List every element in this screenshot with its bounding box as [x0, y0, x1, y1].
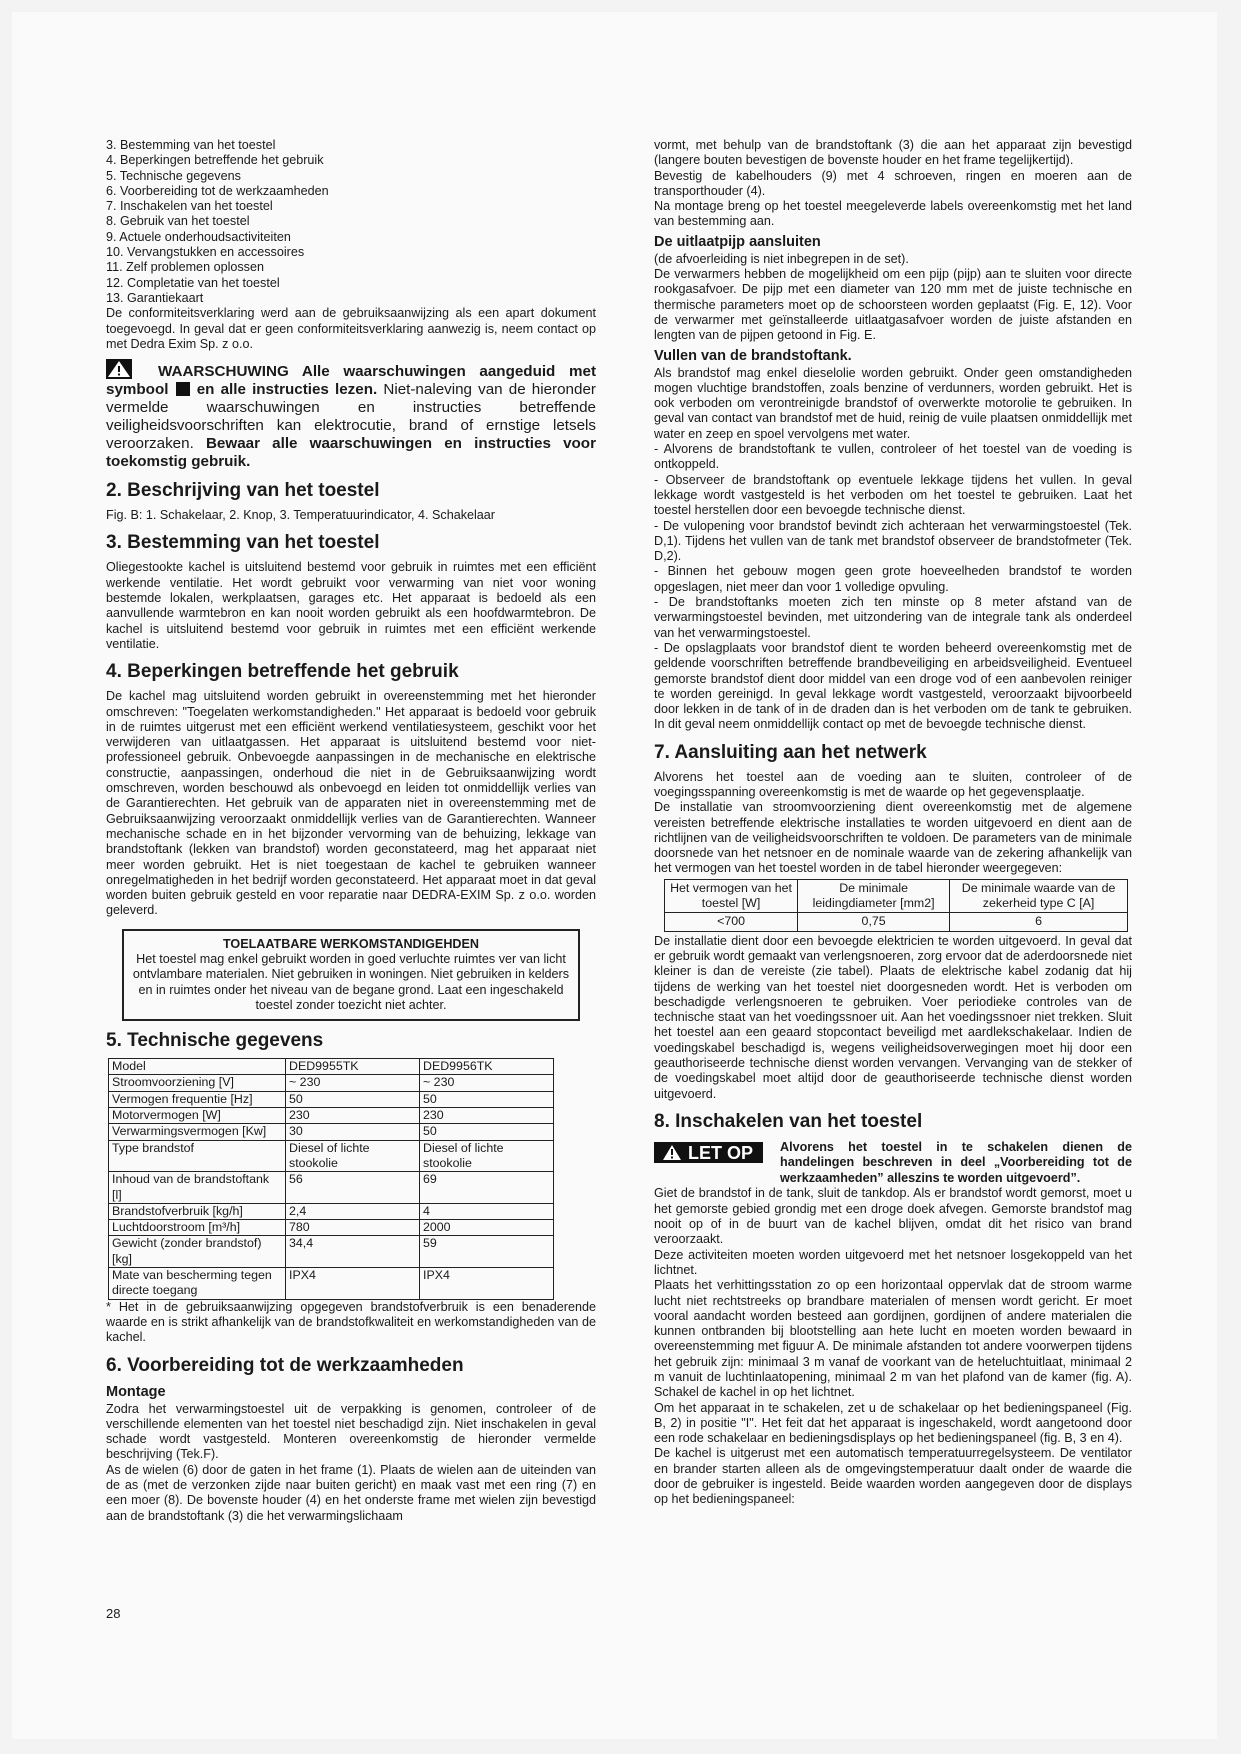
- working-conditions-title: TOELAATBARE WERKOMSTANDIGEHDEN: [222, 936, 480, 951]
- warning-triangle-icon: [662, 1144, 682, 1161]
- section-3-title: 3. Bestemming van het toestel: [106, 532, 380, 554]
- network-table-cell: 6: [950, 913, 1128, 931]
- specs-value-cell: 780: [286, 1220, 420, 1236]
- toc-item: 8. Gebruik van het toestel: [106, 214, 250, 229]
- specs-value-cell: 59: [420, 1236, 554, 1268]
- conformity-note: De conformiteitsverklaring werd aan de gebruiksaanwijzing als een apart dokument toegevoegd. In geval dat er geen conformiteitsverklaring aanwezig is, neem contact op met Dedra Exim Sp. z o.o.: [106, 306, 596, 351]
- network-table-header: Het vermogen van het toestel [W]: [665, 879, 798, 913]
- specs-table: [108, 1058, 554, 1299]
- section-7-text: De installatie dient door een bevoegde elektricien te worden uitgevoerd. In geval dat er gebruik wordt gemaakt van verlengsnoeren, zorg ervoor dat de aderdoorsnede niet kleiner is dan de vereiste (zie tabel). Plaats de elektrische kabel zodanig dat hij tijdens de werking van het toestel niet doorgesneden wordt. Het is verboden om beschadigde verlengsnoeren te gebruiken. Voer periodieke controles van de technische staat van het voedingssnoer uit. Aan het voedingssnoer niet trekken. Sluit het toestel aan een geaard stopcontact beveiligd met aardlekschakelaar. Indien de voedingskabel beschadigd is, wegens veiligheidsoverwegingen moet hij door een geauthoriseerde technische dienst worden vervangen. Vervanging van de stekker of de voedingskabel moet altijd door de geauthoriseerde technische dienst worden uitgevoerd.: [654, 933, 1132, 1101]
- specs-table-row: [109, 1091, 554, 1107]
- specs-value-cell: 2000: [420, 1220, 554, 1236]
- section-8-text: Deze activiteiten moeten worden uitgevoerd met het netsnoer losgekoppeld van het lichtnet.: [654, 1247, 1132, 1277]
- specs-footnote: * Het in de gebruiksaanwijzing opgegeven brandstofverbruik is een benaderende waarde en is strikt afhankelijk van de brandstofkwaliteit en werkomstandigheden van de kachel.: [106, 1299, 596, 1345]
- warning-small-icon: [176, 382, 190, 396]
- network-table-cell: 0,75: [798, 913, 950, 931]
- left-column: [106, 138, 596, 1524]
- specs-label-cell: Luchtdoorstroom [m³/h]: [109, 1220, 286, 1236]
- specs-table-row: [109, 1268, 554, 1300]
- section-8-text: Giet de brandstof in de tank, sluit de tankdop. Als er brandstof wordt gemorst, moet u het gemorste gebied grondig met een droge doek afvegen. Gemorste brandstof mag nooit op of in de buurt van de kachel blijven, omdat dit het risico van brand veroorzaakt.: [654, 1186, 1132, 1247]
- section-6-title: 6. Voorbereiding tot de werkzaamheden: [106, 1354, 464, 1376]
- toc-item: 10. Vervangstukken en accessoires: [106, 245, 305, 260]
- specs-table-row: [109, 1140, 554, 1172]
- section-5-title: 5. Technische gegevens: [106, 1030, 324, 1052]
- warning-triangle-icon: [106, 359, 132, 379]
- specs-value-cell: 230: [420, 1108, 554, 1124]
- specs-value-cell: 50: [420, 1124, 554, 1140]
- fuel-fill-item: - De opslagplaats voor brandstof dient te worden beheerd overeenkomstig met de geldende voorschriften betreffende brandbeveiliging en arbeidsveiligheid. Eventueel gemorste brandstof dient door middel van een droge vod of een aanbevolen reiniger te worden gereinigd. In geval lekkage wordt vastgesteld, veroorzaakt bijvoorbeeld door lekken in de tank of in de draden dan is het verboden om de tank te gebruiken. In dit geval neem onmiddellijk contact op met de bevoegde technische dienst.: [654, 640, 1132, 732]
- exhaust-title: De uitlaatpijp aansluiten: [654, 233, 821, 250]
- network-table-header: De minimale waarde van de zekerheid type C [A]: [950, 879, 1128, 913]
- toc-item: 6. Voorbereiding tot de werkzaamheden: [106, 183, 329, 198]
- specs-label-cell: Vermogen frequentie [Hz]: [109, 1091, 286, 1107]
- section-8-title: 8. Inschakelen van het toestel: [654, 1110, 923, 1132]
- section-2-text: Fig. B: 1. Schakelaar, 2. Knop, 3. Temperatuurindicator, 4. Schakelaar: [106, 508, 495, 523]
- specs-value-cell: 30: [286, 1124, 420, 1140]
- working-conditions-box: [122, 929, 580, 1021]
- section-7-text: De installatie van stroomvoorziening dient overeenkomstig met de algemene vereisten betreffende elektrische installaties te worden uitgevoerd en dient aan de richtlijnen van de veiligheidsvoorschriften te voldoen. De parameters van de minimale doorsnede van het netsnoer en de nominale waarde van de zekering afhankelijk van het vermogen van het toestel worden in de tabel hieronder weergegeven:: [654, 800, 1132, 876]
- network-table-header: De minimale leidingdiameter [mm2]: [798, 879, 950, 913]
- warning-keep: Bewaar alle waarschuwingen en instructies voor toekomstig gebruik.: [106, 435, 596, 471]
- table-of-contents: [106, 138, 596, 306]
- specs-value-cell: DED9955TK: [286, 1059, 420, 1075]
- fuel-fill-text: Als brandstof mag enkel dieselolie worden gebruikt. Onder geen omstandigheden mogen vluchtige brandstoffen, zoals benzine of verdunners, worden gebruikt. Het is ook verboden om verontreinigde brandstof of overwerkte motorolie te gebruiken. In geval van contact van brandstof met de huid, reinig de vuile plaatsen onmiddellijk met water en zeep en spoel vervolgens met water.: [654, 365, 1132, 441]
- specs-label-cell: Type brandstof: [109, 1140, 286, 1172]
- warning-heading-2: en alle instructies lezen.: [196, 381, 378, 399]
- montage-title: Montage: [106, 1383, 166, 1400]
- specs-value-cell: 34,4: [286, 1236, 420, 1268]
- specs-value-cell: Diesel of lichte stookolie: [286, 1140, 420, 1172]
- toc-item: 5. Technische gegevens: [106, 168, 241, 183]
- specs-label-cell: Stroomvoorziening [V]: [109, 1075, 286, 1091]
- network-table: [664, 879, 1128, 932]
- toc-item: 3. Bestemming van het toestel: [106, 138, 276, 152]
- toc-item: 7. Inschakelen van het toestel: [106, 199, 273, 214]
- specs-label-cell: Mate van bescherming tegen directe toegang: [109, 1268, 286, 1300]
- specs-value-cell: 4: [420, 1203, 554, 1219]
- toc-item: 12. Completatie van het toestel: [106, 275, 280, 290]
- section-3-text: Oliegestookte kachel is uitsluitend bestemd voor gebruik in ruimtes met een efficiënt werkende ventilatie. Het wordt gebruikt voor verwarming van niet voor woning bestemde lokalen, werkplaatsen, garages etc. Het apparaat is bedoeld als een aanvullende warmtebron en kan nooit worden gebruikt als een hoofdwarmtebron. De kachel is uitsluitend bestemd voor gebruik in ruimtes met een efficiënt werkende ventilatie.: [106, 560, 596, 651]
- specs-table-row: [109, 1124, 554, 1140]
- caution-badge: [654, 1142, 763, 1163]
- section-8-text: Plaats het verhittingsstation zo op een horizontaal oppervlak dat de stroom warme lucht niet rechtstreeks op brandbare materialen of mensen wordt gericht. Er moet vooral aandacht worden besteed aan gordijnen, gordijnen of andere materialen die kunnen ontbranden bij blootstelling aan hete lucht en moeten worden bewaard in overeenstemming met figuur A. De minimale afstanden tot andere voorwerpen tijdens het gebruik zijn: minimaal 3 m vanaf de voorkant van de heteluchtuitlaat, minimaal 2 m vanuit de luchtinlaatopening, minimaal 2 m van het plafond van de kamer (fig. A). Schakel de kachel in op het lichtnet.: [654, 1278, 1132, 1400]
- fuel-fill-item: - De vulopening voor brandstof bevindt zich achteraan het verwarmingstoestel (Tek. D,1). Tijdens het vullen van de tank met brandstof observeer de brandstofmeter (Tek. D,2).: [654, 518, 1132, 564]
- specs-table-row: [109, 1236, 554, 1268]
- specs-label-cell: Verwarmingsvermogen [Kw]: [109, 1124, 286, 1140]
- specs-value-cell: 56: [286, 1172, 420, 1204]
- caution-label: LET OP: [688, 1142, 754, 1163]
- section-8-text: De kachel is uitgerust met een automatisch temperatuurregelsysteem. De ventilator en brander starten alleen als de omgevingstemperatuur daalt onder de waarde die door de gebruiker is ingesteld. Beide waarden worden aangegeven door de displays op het bedieningspaneel:: [654, 1446, 1132, 1507]
- toc-item: 13. Garantiekaart: [106, 290, 204, 305]
- specs-value-cell: 2,4: [286, 1203, 420, 1219]
- specs-label-cell: Brandstofverbruik [kg/h]: [109, 1203, 286, 1219]
- section-4-title: 4. Beperkingen betreffende het gebruik: [106, 661, 459, 683]
- section-8-text: Om het apparaat in te schakelen, zet u de schakelaar op het bedieningspaneel (Fig. B, 2) in positie "I". Het feit dat het apparaat is ingeschakeld, wordt aangetoond door een rode schakelaar en bedieningsdisplays op het bedieningspaneel (fig. B, 3 en 4).: [654, 1400, 1132, 1446]
- fuel-fill-item: - Binnen het gebouw mogen geen grote hoeveelheden brandstof te worden opgeslagen, niet meer dan voor 1 volledige opvuling.: [654, 564, 1132, 594]
- exhaust-note: (de afvoerleiding is niet inbegrepen in de set).: [654, 251, 909, 266]
- specs-value-cell: DED9956TK: [420, 1059, 554, 1075]
- specs-table-row: [109, 1108, 554, 1124]
- specs-label-cell: Model: [109, 1059, 286, 1075]
- montage-paragraph: Zodra het verwarmingstoestel uit de verpakking is genomen, controleer of de verschillende elementen van het toestel niet beschadigd zijn. Niet inschakelen in geval schade wordt vastgesteld. Monteren overeenkomstig de hieronder vermelde beschrijving (Tek.F).: [106, 1401, 596, 1462]
- toc-item: 11. Zelf problemen oplossen: [106, 260, 264, 275]
- caution-text: Alvorens het toestel in te schakelen dienen de handelingen beschreven in deel „Voorbereiding tot de werkzaamheden” alleszins te worden uitgevoerd”.: [780, 1139, 1132, 1185]
- warning-heading: WAARSCHUWING Alle waarschuwingen aangeduid met symbool: [106, 363, 596, 399]
- fuel-fill-item: - Observeer de brandstoftank op eventuele lekkage tijdens het vullen. In geval lekkage wordt vastgesteld is het verboden om het toestel te gebruiken. Laat het toestel herstellen door een bevoegde technische dienst.: [654, 472, 1132, 518]
- working-conditions-text: Het toestel mag enkel gebruikt worden in goed verluchte ruimtes ver van licht ontvlambare materialen. Niet gebruiken in woningen. Niet gebruiken in kelders en in ruimtes onder het niveau van de begane grond. Laat een ingeschakeld toestel zonder toezicht niet achter.: [132, 951, 570, 1012]
- toc-item: 4. Beperkingen betreffende het gebruik: [106, 153, 324, 168]
- specs-value-cell: 50: [420, 1091, 554, 1107]
- caution-block: [654, 1140, 1132, 1187]
- specs-table-row: [109, 1075, 554, 1091]
- exhaust-text: De verwarmers hebben de mogelijkheid om een pijp (pijp) aan te sluiten voor directe rookgasafvoer. De pijp met een diameter van 120 mm met de juiste technische en thermische parameters moet op de schoorsteen worden geplaatst (Fig. E, 12). Voor de verwarmer met geïnstalleerde uitlaatgasafvoer worden de juiste afstanden en lengten van de pijpen getoond in Fig. E.: [654, 267, 1132, 343]
- montage-continued: Na montage breng op het toestel meegeleverde labels overeenkomstig met het land van bestemming aan.: [654, 199, 1132, 229]
- section-4-text: De kachel mag uitsluitend worden gebruikt in overeenstemming met het hieronder omschreven: "Toegelaten werkomstandigheden." Het apparaat is bedoeld voor gebruik in de ruimtes uitgerust met een efficiënt werkend ventilatiesysteem, geschikt voor het verwijderen van uitlaatgassen. Het apparaat is uitsluitend bestemd voor niet-professioneel gebruik. Onbevoegde aanpassingen in de mechanische en elektrische constructie, aanpassingen, onderhoud die niet in de Gebruiksaanwijzing wordt omschreven, worden beschouwd als onbevoegd en leiden tot onmiddellijk verlies van de Garantierechten. Het gebruik van de apparaten niet in overeenstemming met de Gebruiksaanwijzing veroorzaakt onmiddellijk verlies van de Garantierechten. Wanneer mechanische schade en in het bijzonder vervorming van de behuizing, lekkage van brandstoftank (lekken van brandstof) worden geconstateerd, mag het apparaat niet meer worden gebruikt. Het is niet toegestaan de kachel te gebruiken wanneer onregelmatigheden in het bedrijf worden geconstateerd. Het apparaat moet in dat geval worden buiten gebruik gesteld en voor reparatie naar DEDRA-EXIM Sp. z o.o. worden geleverd.: [106, 689, 596, 918]
- specs-value-cell: IPX4: [286, 1268, 420, 1300]
- specs-table-row: [109, 1203, 554, 1219]
- specs-value-cell: IPX4: [420, 1268, 554, 1300]
- specs-value-cell: 230: [286, 1108, 420, 1124]
- warning-block: [106, 359, 596, 471]
- specs-value-cell: Diesel of lichte stookolie: [420, 1140, 554, 1172]
- specs-label-cell: Gewicht (zonder brandstof) [kg]: [109, 1236, 286, 1268]
- network-table-cell: <700: [665, 913, 798, 931]
- fuel-fill-title: Vullen van de brandstoftank.: [654, 347, 852, 364]
- specs-value-cell: 69: [420, 1172, 554, 1204]
- fuel-fill-item: - Alvorens de brandstoftank te vullen, controleer of het toestel van de voeding is ontkoppeld.: [654, 442, 1132, 472]
- specs-table-row: [109, 1172, 554, 1204]
- section-2-title: 2. Beschrijving van het toestel: [106, 480, 380, 502]
- page-number: 28: [106, 1606, 121, 1621]
- fuel-fill-item: - De brandstoftanks moeten zich ten minste op 8 meter afstand van de verwarmingstoestel bevinden, met uitzondering van de integrale tank als onderdeel van het verwarmingstoestel.: [654, 595, 1132, 640]
- montage-continued: vormt, met behulp van de brandstoftank (3) die aan het apparaat zijn bevestigd (langere bouten bevestigen de bovenste houder en het frame tegelijkertijd).: [654, 138, 1132, 168]
- warning-text: Niet-naleving van de hieronder vermelde waarschuwingen en instructies betreffende veiligheidsvoorschriften kan elektrocutie, brand of ernstige letsels veroorzaken.: [106, 381, 596, 453]
- montage-continued: Bevestig de kabelhouders (9) met 4 schroeven, ringen en moeren aan de transporthouder (4).: [654, 168, 1132, 198]
- specs-table-row: [109, 1220, 554, 1236]
- toc-item: 9. Actuele onderhoudsactiviteiten: [106, 229, 291, 244]
- section-7-text: Alvorens het toestel aan de voeding aan te sluiten, controleer of de voegingsspanning overeenkomstig is met de waarde op het gegevensplaatje.: [654, 769, 1132, 799]
- specs-value-cell: ~ 230: [286, 1075, 420, 1091]
- specs-value-cell: 50: [286, 1091, 420, 1107]
- specs-value-cell: ~ 230: [420, 1075, 554, 1091]
- montage-paragraph: As de wielen (6) door de gaten in het frame (1). Plaats de wielen aan de uiteinden van de as (met de verzonken zijde naar buiten gericht) en maak vast met een ring (7) en een moer (8). De bovenste houder (4) en het onderste frame met wielen zijn bevestigd aan de brandstoftank (3) die het verwarmingslichaam: [106, 1462, 596, 1523]
- specs-table-row: [109, 1059, 554, 1075]
- specs-label-cell: Motorvermogen [W]: [109, 1108, 286, 1124]
- right-column: [654, 138, 1132, 1508]
- specs-label-cell: Inhoud van de brandstoftank [l]: [109, 1172, 286, 1204]
- section-7-title: 7. Aansluiting aan het netwerk: [654, 741, 927, 763]
